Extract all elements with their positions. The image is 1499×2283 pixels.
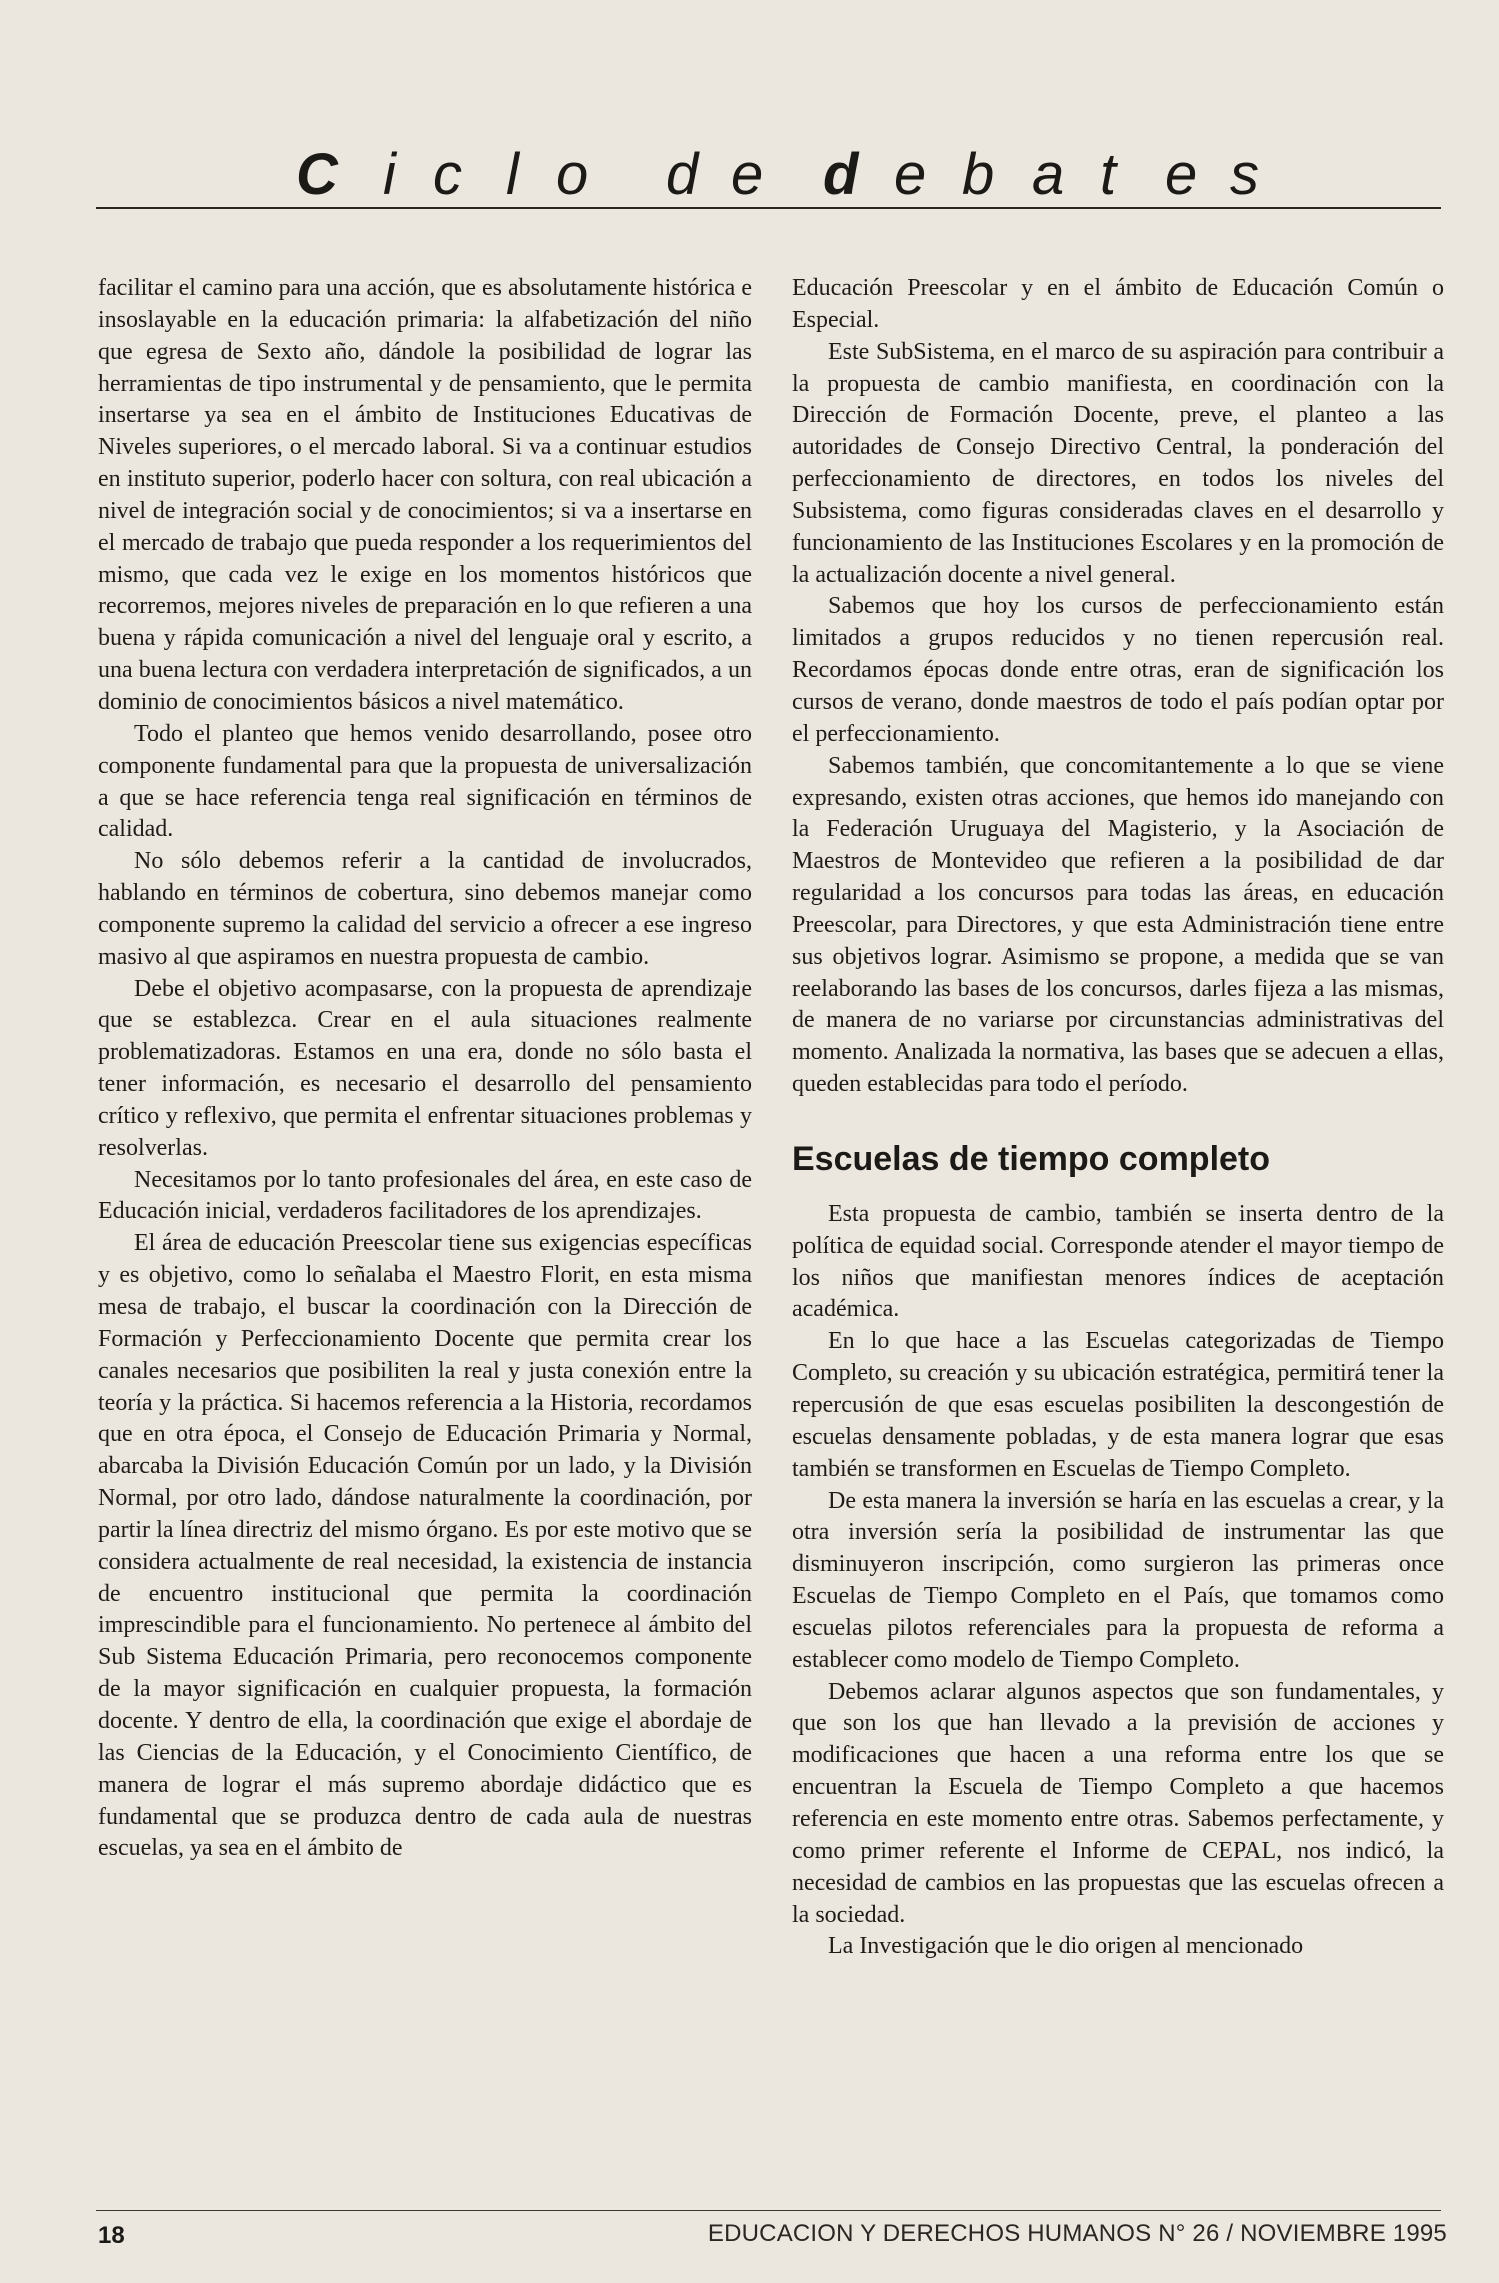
section-title-char: l: [506, 142, 519, 207]
section-title-char: s: [1230, 142, 1259, 207]
paragraph: En lo que hace a las Escuelas categorizadas de Tiempo Completo, su creación y su ubicación estratégica, permitirá tener la repercusión de que esas escuelas posibiliten la descongestión de escuelas densamente pobladas, y de esta manera lograr que esas también se transformen en Escuelas de Tiempo Completo.: [792, 1328, 1444, 1482]
paragraph: Este SubSistema, en el marco de su aspiración para contribuir a la propuesta de cambio manifiesta, en coordinación con la Dirección de Formación Docente, preve, el planteo a las autoridades de Consejo Directivo Central, la ponderación del perfeccionamiento de directores, en todos los niveles del Subsistema, como figuras consideradas claves en el desarrollo y funcionamiento de las Instituciones Escolares y en la promoción de la actualización docente a nivel general.: [792, 338, 1444, 588]
paragraph: De esta manera la inversión se haría en las escuelas a crear, y la otra inversión sería la posibilidad de instrumentar las que disminuyeron inscripción, como surgieron las primeras once Escuelas de Tiempo Completo en el País, que tomamos como escuelas pilotos referenciales para la propuesta de reforma a establecer como modelo de Tiempo Completo.: [792, 1487, 1444, 1673]
paragraph: Debe el objetivo acompasarse, con la propuesta de aprendizaje que se establezca. Crear en el aula situaciones realmente problematizadoras. Estamos en una era, donde no sólo basta el tener información, es necesario el desarrollo del pensamiento crítico y reflexivo, que permita el enfrentar situaciones problemas y resolverlas.: [98, 975, 752, 1161]
paragraph: Todo el planteo que hemos venido desarrollando, posee otro componente fundamental para que la propuesta de universalización a que se hace referencia tenga real significación en términos de calidad.: [98, 720, 752, 843]
section-title-char: b: [962, 142, 995, 207]
right-column: [792, 273, 1444, 1963]
section-title-char: d: [823, 142, 859, 207]
section-title-char: e: [731, 142, 764, 207]
paragraph: El área de educación Preescolar tiene sus exigencias específicas y es objetivo, como lo señalaba el Maestro Florit, en esta misma mesa de trabajo, el buscar la coordinación con la Dirección de Formación y Perfeccionamiento Docente que permita crear los canales necesarios que posibiliten la real y justa conexión entre la teoría y la práctica. Si hacemos referencia a la Historia, recordamos que en otra época, el Consejo de Educación Primaria y Normal, abarcaba la División Educación Común por un lado, y la División Normal, por otro lado, dándose naturalmente la coordinación, por partir la línea directriz del mismo órgano. Es por este motivo que se considera actualmente de real necesidad, la existencia de instancia de encuentro institucional que permita la coordinación imprescindible para el funcionamiento. No pertenece al ámbito del Sub Sistema Educación Primaria, pero reconocemos componente de la mayor significación en cualquier propuesta, la formación docente. Y dentro de ella, la coordinación que exige el abordaje de las Ciencias de la Educación, y el Conocimiento Científico, de manera de lograr el más supremo abordaje didáctico que es fundamental que se produzca dentro de cada aula de nuestras escuelas, ya sea en el ámbito de: [98, 1230, 752, 1862]
paragraph: Debemos aclarar algunos aspectos que son fundamentales, y que son los que han llevado a la previsión de acciones y modificaciones que hacen a una reforma entre los que se encuentran la Escuela de Tiempo Completo a que hacemos referencia en este momento entre otras. Sabemos perfectamente, y como primer referente el Informe de CEPAL, nos indicó, la necesidad de cambios en las propuestas que las escuelas ofrecen a la sociedad.: [792, 1678, 1444, 1928]
section-title-char: e: [894, 142, 927, 207]
paragraph: Educación Preescolar y en el ámbito de Educación Común o Especial.: [792, 275, 1444, 333]
section-title-char: d: [666, 142, 699, 207]
section-title-char: c: [433, 142, 462, 207]
section-heading: Escuelas de tiempo completo: [792, 1139, 1271, 1178]
paragraph: No sólo debemos referir a la cantidad de involucrados, hablando en términos de cobertura, sino debemos manejar como componente supremo la calidad del servicio a ofrecer a ese ingreso masivo al que aspiramos en nuestra propuesta de cambio.: [98, 848, 752, 970]
paragraph: Esta propuesta de cambio, también se inserta dentro de la política de equidad social. Corresponde atender el mayor tiempo de los niños que manifiestan menores índices de aceptación académica.: [792, 1200, 1444, 1323]
paragraph: La Investigación que le dio origen al mencionado: [828, 1933, 1304, 1960]
left-column: [98, 273, 752, 1865]
section-title-char: o: [556, 142, 589, 207]
paragraph: Necesitamos por lo tanto profesionales del área, en este caso de Educación inicial, verdaderos facilitadores de los aprendizajes.: [98, 1166, 752, 1225]
section-title: [96, 140, 1441, 210]
paragraph: Sabemos también, que concomitantemente a lo que se viene expresando, existen otras acciones, que hemos ido manejando con la Federación Uruguaya del Magisterio, y la Asociación de Maestros de Montevideo que refieren a la posibilidad de dar regularidad a los concursos para todas las áreas, en educación Preescolar, para Directores, y que esta Administración tiene entre sus objetivos lograr. Asimismo se propone, a medida que se van reelaborando las bases de los concursos, darles fijeza a las mismas, de manera de no variarse por circunstancias administrativas del momento. Analizada la normativa, las bases que se adecuen a ellas, queden establecidas para todo el período.: [792, 752, 1444, 1098]
section-title-char: e: [1165, 142, 1198, 207]
page-number: 18: [98, 2222, 125, 2249]
journal-footer: EDUCACION Y DERECHOS HUMANOS N° 26 / NOVIEMBRE 1995: [707, 2220, 1447, 2247]
section-title-char: C: [296, 142, 338, 207]
section-title-char: i: [383, 142, 396, 207]
footer-rule: [96, 2210, 1441, 2211]
section-title-char: t: [1100, 142, 1117, 207]
paragraph: facilitar el camino para una acción, que es absolutamente histórica e insoslayable en la educación primaria: la alfabetización del niño que egresa de Sexto año, dándole la posibilidad de lograr las herramientas de tipo instrumental y de pensamiento, que le permita insertarse ya sea en el ámbito de Instituciones Educativas de Niveles superiores, o el mercado laboral. Si va a continuar estudios en instituto superior, poderlo hacer con soltura, con real ubicación a nivel de integración social y de conocimientos; si va a insertarse en el mercado de trabajo que pueda responder a los requerimientos del mismo, que cada vez le exige en los momentos históricos que recorremos, mejores niveles de preparación en lo que refieren a una buena y rápida comunicación a nivel del lenguaje oral y escrito, a una buena lectura con verdadera interpretación de significados, a un dominio de conocimientos básicos a nivel matemático.: [98, 275, 752, 715]
paragraph: Sabemos que hoy los cursos de perfeccionamiento están limitados a grupos reducidos y no tienen repercusión real. Recordamos épocas donde entre otras, eran de significación los cursos de verano, donde maestros de todo el país podían optar por el perfeccionamiento.: [792, 593, 1444, 747]
header-rule: [96, 207, 1441, 209]
section-title-char: a: [1032, 142, 1065, 207]
